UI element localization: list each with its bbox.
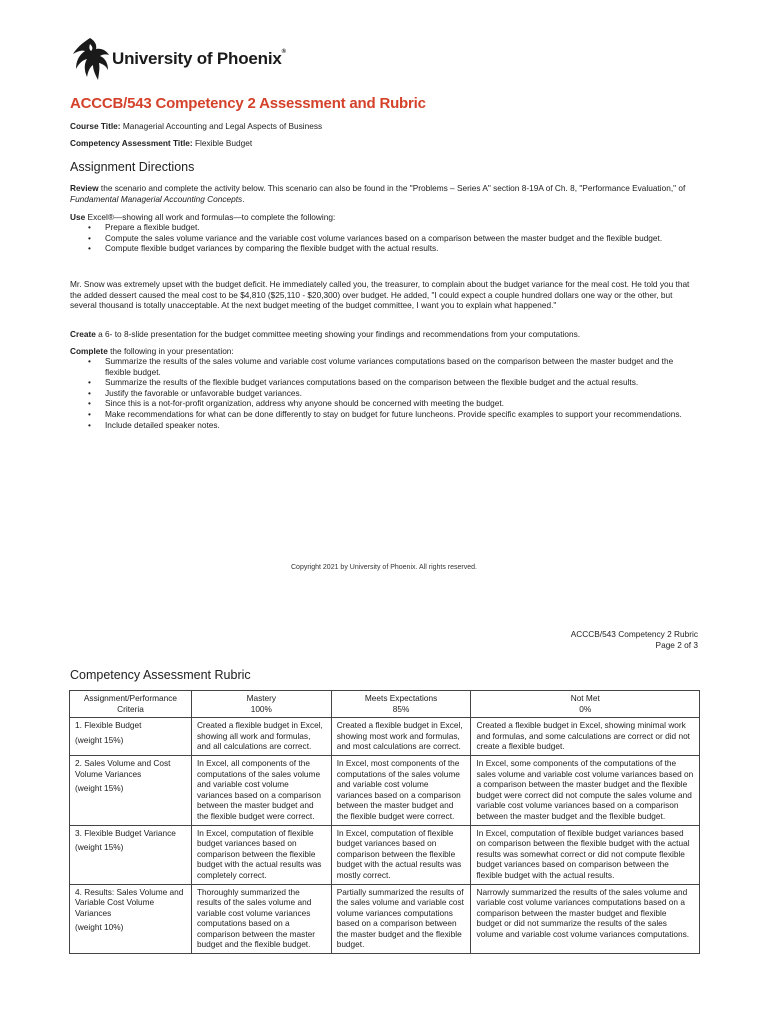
list-item: • Compute flexible budget variances by comparing the flexible budget with the actual results. xyxy=(70,243,700,254)
list-item: • Since this is a not-for-profit organization, address why anyone should be concerned with meeting the budget. xyxy=(70,398,700,409)
list-item: • Prepare a flexible budget. xyxy=(70,222,700,233)
directions-heading: Assignment Directions xyxy=(70,160,195,174)
criterion-cell: 1. Flexible Budget (weight 15%) xyxy=(70,718,192,756)
page-number: Page 2 of 3 xyxy=(655,640,698,650)
table-row xyxy=(70,825,700,884)
page-header-title: ACCCB/543 Competency 2 Rubric xyxy=(570,629,698,639)
phoenix-bird-icon xyxy=(70,36,110,82)
column-header: Not Met 0% xyxy=(471,691,700,718)
mastery-cell: In Excel, all components of the computations of the sales volume and variable cost volume variances based on a comparison between the master budget and the flexible budget were correct. xyxy=(191,755,331,825)
list-item: • Make recommendations for what can be done differently to stay on budget for future luncheons. Provide specific examples to support your recommendations. xyxy=(70,409,700,420)
column-header: Mastery 100% xyxy=(191,691,331,718)
meets-cell: Partially summarized the results of the sales volume and variable cost volume variances computations based on a comparison between the master budget and the flexible budget. xyxy=(331,884,471,954)
mastery-cell: Thoroughly summarized the results of the sales volume and variable cost volume variances computations based on a comparison between the master budget and the flexible budget. xyxy=(191,884,331,954)
criterion-cell: 2. Sales Volume and Cost Volume Variances (weight 15%) xyxy=(70,755,192,825)
meets-cell: In Excel, computation of flexible budget variances based on comparison between the flexible budget with the actual results was mostly correct. xyxy=(331,825,471,884)
notmet-cell: Narrowly summarized the results of the sales volume and variable cost volume variances computations based on a comparison between the master budget and flexible budget or did not summarize the results of the sales volume and variable cost volume variances computations. xyxy=(471,884,700,954)
list-item: • Justify the favorable or unfavorable budget variances. xyxy=(70,388,700,399)
notmet-cell: In Excel, computation of flexible budget variances based on comparison between the flexible budget with the actual results was somewhat correct or did not compute flexible budget variances based on comparison between the flexible budget with the actual results. xyxy=(471,825,700,884)
column-header: Assignment/Performance Criteria xyxy=(70,691,192,718)
column-header: Meets Expectations 85% xyxy=(331,691,471,718)
use-list xyxy=(70,222,700,254)
mastery-cell: In Excel, computation of flexible budget variances based on comparison between the flexible budget with the actual results was completely correct. xyxy=(191,825,331,884)
university-logo xyxy=(70,36,286,82)
copyright-notice: Copyright 2021 by University of Phoenix. All rights reserved. xyxy=(291,564,477,571)
list-item: • Summarize the results of the sales volume and variable cost volume variances computations based on the comparison between the master budget and the flexible budget. xyxy=(70,356,700,377)
rubric-table xyxy=(69,690,700,954)
list-item: • Include detailed speaker notes. xyxy=(70,420,700,431)
meets-cell: Created a flexible budget in Excel, showing most work and formulas, and most calculations are correct. xyxy=(331,718,471,756)
table-row xyxy=(70,718,700,756)
create-paragraph: Create a 6- to 8-slide presentation for the budget committee meeting showing your findings and recommendations from your computations. xyxy=(70,329,581,339)
use-paragraph: Use Excel®—showing all work and formulas—to complete the following: xyxy=(70,212,336,222)
course-title: Course Title: Managerial Accounting and Legal Aspects of Business xyxy=(70,121,323,131)
mastery-cell: Created a flexible budget in Excel, showing all work and formulas, and all calculations are correct. xyxy=(191,718,331,756)
document-title: ACCCB/543 Competency 2 Assessment and Rubric xyxy=(70,95,426,112)
table-header-row xyxy=(70,691,700,718)
criterion-cell: 4. Results: Sales Volume and Variable Cost Volume Variances (weight 10%) xyxy=(70,884,192,954)
notmet-cell: Created a flexible budget in Excel, showing minimal work and formulas, and some calculations are correct or did not create a flexible budget. xyxy=(471,718,700,756)
list-item: • Summarize the results of the flexible budget variances computations based on the comparison between the flexible budget and the actual results. xyxy=(70,377,700,388)
page-header xyxy=(571,629,698,651)
review-paragraph: Review the scenario and complete the activity below. This scenario can also be found in the "Problems – Series A" section 8-19A of Ch. 8, "Performance Evaluation," of Fundamental Managerial Accounting Concepts. xyxy=(70,183,686,204)
table-row xyxy=(70,755,700,825)
table-row xyxy=(70,884,700,954)
list-item: • Compute the sales volume variance and the variable cost volume variances based on a comparison between the master budget and the flexible budget. xyxy=(70,233,700,244)
scenario-paragraph: Mr. Snow was extremely upset with the budget deficit. He immediately called you, the treasurer, to complain about the budget variance for the meal cost. He told you that the added dessert caused the meal cost to be $4,810 ($25,110 - $20,300) over budget. He added, "I could expect a couple hundred dollars one way or the other, but several thousand is totally unacceptable. At the next budget meeting of the budget committee, I want you to explain what happened." xyxy=(70,279,690,311)
complete-paragraph: Complete the following in your presentation: xyxy=(70,346,234,356)
brand-name: University of Phoenix® xyxy=(112,49,286,68)
assessment-title: Competency Assessment Title: Flexible Budget xyxy=(70,138,253,148)
notmet-cell: In Excel, some components of the computations of the sales volume and variable cost volume variances based on a comparison between the master budget and the flexible budget were correct did not compute the sales volume and variable cost volume variances based on a comparison between the master budget and the flexible budget. xyxy=(471,755,700,825)
complete-list xyxy=(70,356,700,430)
rubric-heading: Competency Assessment Rubric xyxy=(70,668,251,682)
criterion-cell: 3. Flexible Budget Variance (weight 15%) xyxy=(70,825,192,884)
meets-cell: In Excel, most components of the computations of the sales volume and variable cost volume variances based on a comparison between the master budget and the flexible budget were correct. xyxy=(331,755,471,825)
